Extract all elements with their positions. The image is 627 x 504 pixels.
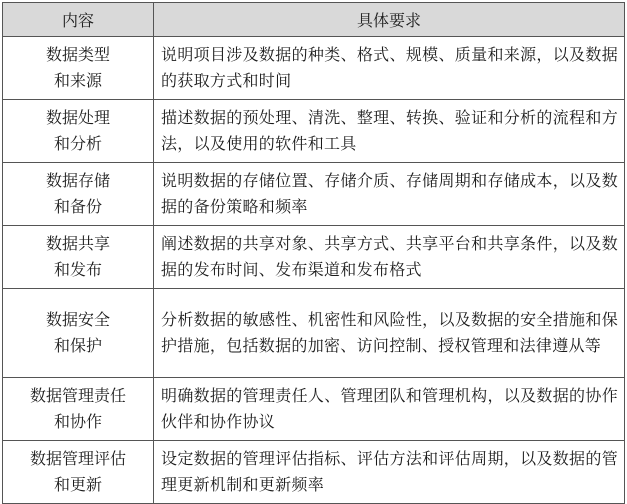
row-item-line1: 数据管理评估 bbox=[29, 449, 126, 468]
row-item-line1: 数据处理 bbox=[45, 108, 110, 127]
header-requirements: 具体要求 bbox=[154, 3, 625, 37]
table-row bbox=[3, 163, 625, 226]
row-item-cell bbox=[3, 226, 154, 289]
table-row bbox=[3, 226, 625, 289]
table-header-row bbox=[3, 3, 625, 37]
row-item-cell bbox=[3, 37, 154, 100]
row-item-line2: 和备份 bbox=[53, 197, 102, 216]
row-item-line1: 数据管理责任 bbox=[29, 386, 126, 405]
row-item-cell bbox=[3, 289, 154, 378]
row-item-line1: 数据安全 bbox=[45, 310, 110, 329]
row-item-line2: 和发布 bbox=[53, 260, 102, 279]
row-item-cell bbox=[3, 378, 154, 441]
row-item-line2: 和协作 bbox=[53, 412, 102, 431]
row-requirement: 说明项目涉及数据的种类、格式、规模、质量和来源，以及数据的获取方式和时间 bbox=[154, 37, 625, 100]
row-item-cell bbox=[3, 100, 154, 163]
row-item-line2: 和来源 bbox=[53, 71, 102, 90]
row-requirement: 说明数据的存储位置、存储介质、存储周期和存储成本，以及数据的备份策略和频率 bbox=[154, 163, 625, 226]
table-row bbox=[3, 289, 625, 378]
row-requirement: 分析数据的敏感性、机密性和风险性，以及数据的安全措施和保护措施，包括数据的加密、访问控制、授权管理和法律遵从等 bbox=[154, 289, 625, 378]
row-item-line1: 数据类型 bbox=[45, 45, 110, 64]
table-row bbox=[3, 441, 625, 504]
row-requirement: 明确数据的管理责任人、管理团队和管理机构，以及数据的协作伙伴和协作协议 bbox=[154, 378, 625, 441]
table-row bbox=[3, 100, 625, 163]
row-item-cell bbox=[3, 163, 154, 226]
row-item-line1: 数据共享 bbox=[45, 234, 110, 253]
row-item-line1: 数据存储 bbox=[45, 171, 110, 190]
data-management-table-container bbox=[2, 2, 624, 504]
row-item-line2: 和分析 bbox=[53, 134, 102, 153]
table-row bbox=[3, 378, 625, 441]
row-requirement: 阐述数据的共享对象、共享方式、共享平台和共享条件，以及数据的发布时间、发布渠道和发布格式 bbox=[154, 226, 625, 289]
row-requirement: 设定数据的管理评估指标、评估方法和评估周期，以及数据的管理更新机制和更新频率 bbox=[154, 441, 625, 504]
data-management-table bbox=[2, 2, 625, 504]
row-requirement: 描述数据的预处理、清洗、整理、转换、验证和分析的流程和方法，以及使用的软件和工具 bbox=[154, 100, 625, 163]
row-item-cell bbox=[3, 441, 154, 504]
row-item-line2: 和更新 bbox=[53, 475, 102, 494]
row-item-line2: 和保护 bbox=[53, 336, 102, 355]
table-row bbox=[3, 37, 625, 100]
header-content: 内容 bbox=[3, 3, 154, 37]
